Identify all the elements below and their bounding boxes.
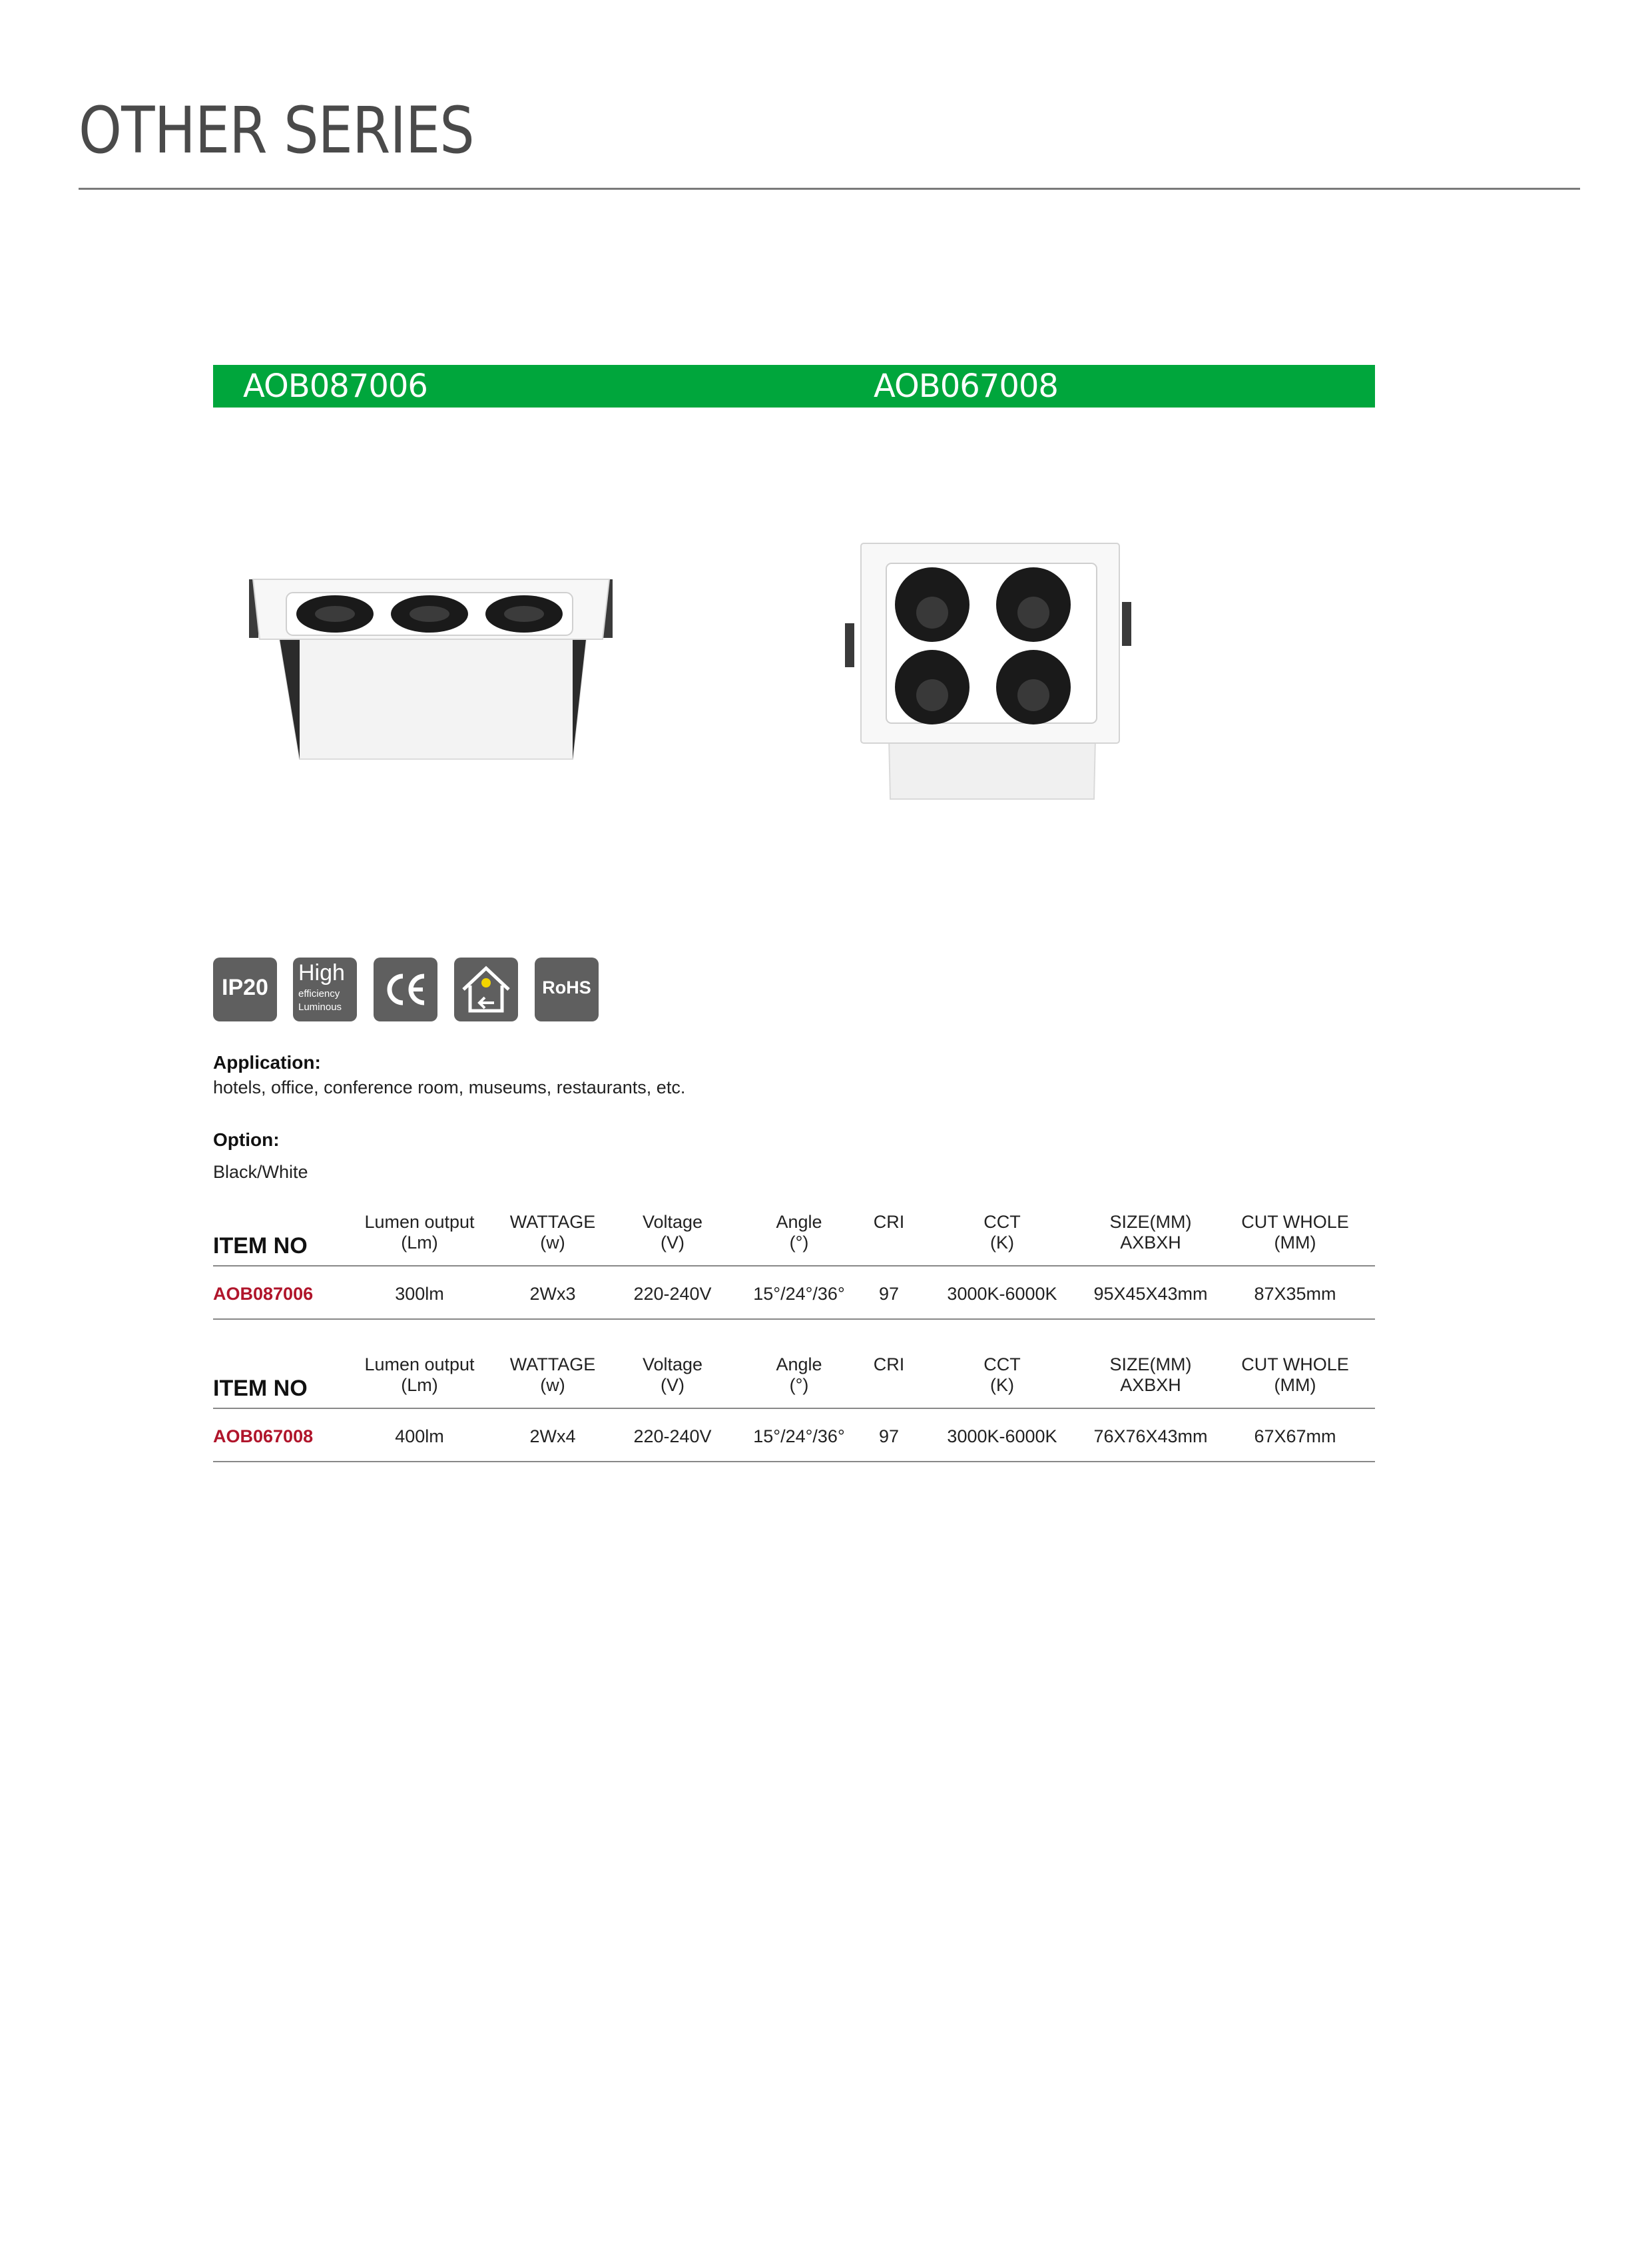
housing-body bbox=[889, 738, 1095, 799]
lens-3 bbox=[485, 595, 563, 633]
header-rule bbox=[213, 1265, 1375, 1266]
cell-voltage: 220-240V bbox=[633, 1284, 712, 1304]
header-voltage bbox=[606, 1354, 739, 1396]
model-band bbox=[213, 365, 1375, 408]
header-cut-line1: CUT WHOLE bbox=[1241, 1212, 1349, 1232]
ip20-icon bbox=[213, 958, 277, 1021]
lens-1 bbox=[296, 595, 374, 633]
housing-body bbox=[280, 639, 586, 759]
band-label-aob067008: AOB067008 bbox=[874, 368, 1058, 405]
cell-size: 95X45X43mm bbox=[1093, 1284, 1208, 1304]
cell-size: 76X76X43mm bbox=[1093, 1426, 1208, 1446]
ce-mark-glyph bbox=[374, 958, 437, 1021]
header-cut bbox=[1219, 1212, 1372, 1253]
header-size-line2: AXBXH bbox=[1120, 1233, 1181, 1253]
cell-angle: 15°/24°/36° bbox=[753, 1284, 845, 1304]
application-text: hotels, office, conference room, museums, restaurants, etc. bbox=[213, 1077, 686, 1097]
header-lumen bbox=[340, 1212, 499, 1253]
header-size-line1: SIZE(MM) bbox=[1109, 1212, 1192, 1232]
header-cut-line1: CUT WHOLE bbox=[1241, 1354, 1349, 1374]
efficiency-label: efficiency bbox=[298, 988, 340, 999]
cell-cct: 3000K-6000K bbox=[947, 1426, 1057, 1446]
band-label-aob087006: AOB087006 bbox=[243, 368, 427, 405]
house-indoor-glyph bbox=[454, 958, 518, 1021]
cell-voltage: 220-240V bbox=[633, 1426, 712, 1446]
header-angle-line1: Angle bbox=[776, 1212, 822, 1232]
header-cri bbox=[852, 1212, 926, 1233]
lens-2 bbox=[996, 567, 1071, 642]
header-cct bbox=[936, 1354, 1069, 1396]
lens-3 bbox=[895, 650, 969, 724]
header-cct-line1: CCT bbox=[983, 1354, 1021, 1374]
header-angle-line2: (°) bbox=[789, 1233, 809, 1253]
cell-wattage: 2Wx4 bbox=[529, 1426, 576, 1446]
header-wattage bbox=[486, 1212, 619, 1253]
house-indoor-icon bbox=[454, 958, 518, 1021]
header-cct-line2: (K) bbox=[990, 1233, 1014, 1253]
left-spring-clip bbox=[845, 623, 854, 667]
rohs-label: RoHS bbox=[542, 978, 591, 997]
header-voltage-line1: Voltage bbox=[642, 1354, 703, 1374]
header-lumen-line1: Lumen output bbox=[364, 1212, 475, 1232]
header-cut-line2: (MM) bbox=[1274, 1375, 1316, 1395]
header-wattage-line2: (w) bbox=[540, 1233, 565, 1253]
header-size-line1: SIZE(MM) bbox=[1109, 1354, 1192, 1374]
header-wattage-line2: (w) bbox=[540, 1375, 565, 1395]
option-text: Black/White bbox=[213, 1162, 308, 1182]
item-no-header: ITEM NO bbox=[213, 1376, 308, 1401]
header-cri-line1: CRI bbox=[873, 1212, 905, 1232]
high-label: High bbox=[298, 960, 345, 985]
cell-cri: 97 bbox=[878, 1426, 900, 1446]
title-divider bbox=[79, 188, 1580, 190]
cell-cut: 87X35mm bbox=[1254, 1284, 1336, 1304]
header-voltage bbox=[606, 1212, 739, 1253]
product-image-aob067008 bbox=[842, 538, 1135, 804]
housing-shadow bbox=[280, 639, 300, 759]
row-rule bbox=[213, 1318, 1375, 1320]
header-size bbox=[1077, 1212, 1224, 1253]
rohs-icon bbox=[535, 958, 599, 1021]
item-no-header: ITEM NO bbox=[213, 1233, 308, 1259]
cell-lumen: 300lm bbox=[395, 1284, 444, 1304]
header-cct bbox=[936, 1212, 1069, 1253]
header-wattage-line1: WATTAGE bbox=[509, 1354, 596, 1374]
housing-shadow-right bbox=[573, 639, 586, 759]
header-rule bbox=[213, 1408, 1375, 1409]
header-wattage-line1: WATTAGE bbox=[509, 1212, 596, 1232]
item-code: AOB067008 bbox=[213, 1426, 314, 1446]
option-label: Option: bbox=[213, 1129, 280, 1150]
lens-1 bbox=[895, 567, 969, 642]
header-voltage-line2: (V) bbox=[661, 1375, 685, 1395]
header-angle-line1: Angle bbox=[776, 1354, 822, 1374]
page-title: OTHER SERIES bbox=[79, 93, 474, 168]
header-cut-line2: (MM) bbox=[1274, 1233, 1316, 1253]
header-lumen-line2: (Lm) bbox=[401, 1375, 438, 1395]
header-voltage-line2: (V) bbox=[661, 1233, 685, 1253]
ce-mark-icon bbox=[374, 958, 437, 1021]
right-spring-clip bbox=[1122, 602, 1131, 646]
header-voltage-line1: Voltage bbox=[642, 1212, 703, 1232]
header-cri bbox=[852, 1354, 926, 1375]
header-cri-line1: CRI bbox=[873, 1354, 905, 1374]
header-cct-line2: (K) bbox=[990, 1375, 1014, 1395]
header-lumen bbox=[340, 1354, 499, 1396]
application-label: Application: bbox=[213, 1052, 321, 1073]
header-size-line2: AXBXH bbox=[1120, 1375, 1181, 1395]
header-wattage bbox=[486, 1354, 619, 1396]
header-lumen-line2: (Lm) bbox=[401, 1233, 438, 1253]
cell-cut: 67X67mm bbox=[1254, 1426, 1336, 1446]
header-angle bbox=[732, 1212, 866, 1253]
cell-cct: 3000K-6000K bbox=[947, 1284, 1057, 1304]
ip20-label: IP20 bbox=[222, 975, 268, 1000]
header-angle-line2: (°) bbox=[789, 1375, 809, 1395]
item-code: AOB087006 bbox=[213, 1284, 314, 1304]
luminous-label: Luminous bbox=[298, 1001, 342, 1013]
header-lumen-line1: Lumen output bbox=[364, 1354, 475, 1374]
high-efficiency-icon bbox=[293, 958, 357, 1021]
lens-2 bbox=[391, 595, 468, 633]
row-rule bbox=[213, 1461, 1375, 1462]
header-angle bbox=[732, 1354, 866, 1396]
cell-cri: 97 bbox=[878, 1284, 900, 1304]
header-cut bbox=[1219, 1354, 1372, 1396]
cell-angle: 15°/24°/36° bbox=[753, 1426, 845, 1446]
header-size bbox=[1077, 1354, 1224, 1396]
product-image-aob087006 bbox=[240, 566, 633, 779]
cell-wattage: 2Wx3 bbox=[529, 1284, 576, 1304]
lens-4 bbox=[996, 650, 1071, 724]
header-cct-line1: CCT bbox=[983, 1212, 1021, 1232]
cell-lumen: 400lm bbox=[395, 1426, 444, 1446]
